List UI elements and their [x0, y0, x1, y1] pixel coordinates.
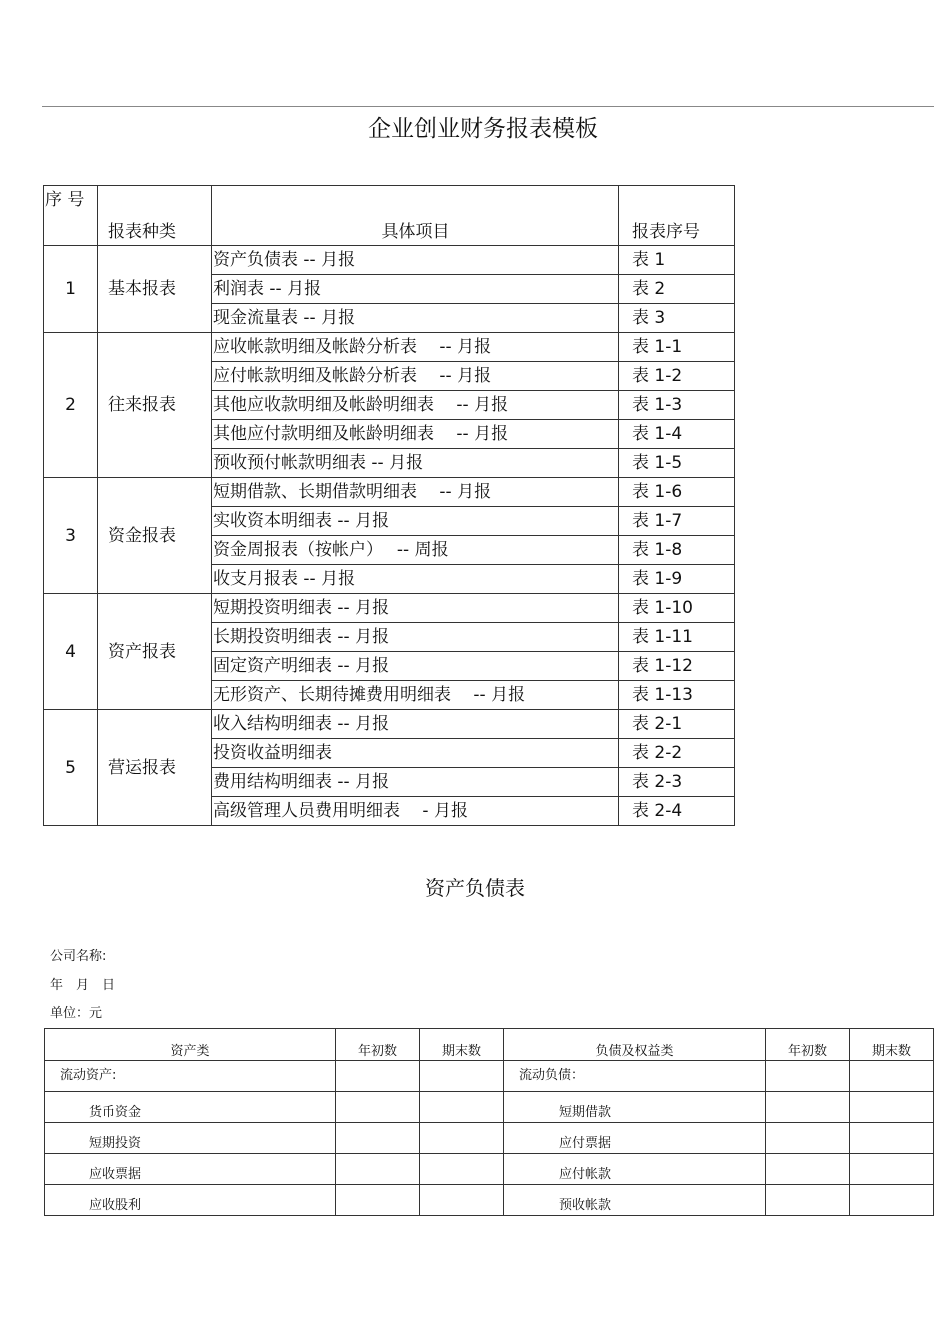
report-item: 收支月报表 -- 月报: [212, 565, 619, 594]
group-seq: 5: [44, 710, 98, 826]
report-item: 其他应付款明细及帐龄明细表 -- 月报: [212, 420, 619, 449]
report-code: 表 2-1: [619, 710, 735, 739]
group-report-type: 资产报表: [98, 594, 212, 710]
report-code: 表 3: [619, 304, 735, 333]
report-code: 表 1-8: [619, 536, 735, 565]
report-code: 表 1: [619, 246, 735, 275]
asset-closing-cell: [420, 1092, 504, 1123]
report-code: 表 1-9: [619, 565, 735, 594]
group-seq: 3: [44, 478, 98, 594]
report-item: 短期投资明细表 -- 月报: [212, 594, 619, 623]
asset-closing-cell: [420, 1185, 504, 1216]
catalog-row: [44, 594, 735, 623]
asset-item: 应收票据: [45, 1154, 336, 1185]
asset-opening-cell: [336, 1061, 420, 1092]
top-rule: [42, 106, 934, 107]
report-item: 资产负债表 -- 月报: [212, 246, 619, 275]
asset-opening-cell: [336, 1185, 420, 1216]
balance-sheet-table: [44, 1028, 934, 1216]
asset-closing-cell: [420, 1123, 504, 1154]
liability-opening-cell: [766, 1185, 850, 1216]
balance-sheet-row: [45, 1154, 934, 1185]
report-code: 表 1-1: [619, 333, 735, 362]
report-code: 表 2: [619, 275, 735, 304]
report-item: 投资收益明细表: [212, 739, 619, 768]
report-item: 现金流量表 -- 月报: [212, 304, 619, 333]
liability-item: 应付票据: [504, 1123, 766, 1154]
date-label: 年 月 日: [50, 978, 116, 993]
report-code: 表 1-5: [619, 449, 735, 478]
header-item: 具体项目: [212, 186, 619, 246]
liability-closing-cell: [850, 1185, 934, 1216]
liability-opening-cell: [766, 1092, 850, 1123]
catalog-header-row: [44, 186, 735, 246]
catalog-row: [44, 333, 735, 362]
report-code: 表 2-4: [619, 797, 735, 826]
report-item: 利润表 -- 月报: [212, 275, 619, 304]
report-item: 预收预付帐款明细表 -- 月报: [212, 449, 619, 478]
header-closing-balance: 期末数: [420, 1029, 504, 1061]
report-item: 无形资产、长期待摊费用明细表 -- 月报: [212, 681, 619, 710]
company-name-label: 公司名称:: [50, 949, 107, 964]
liability-opening-cell: [766, 1123, 850, 1154]
asset-item: 短期投资: [45, 1123, 336, 1154]
group-report-type: 往来报表: [98, 333, 212, 478]
liability-closing-cell: [850, 1061, 934, 1092]
asset-opening-cell: [336, 1092, 420, 1123]
report-item: 高级管理人员费用明细表 - 月报: [212, 797, 619, 826]
report-item: 长期投资明细表 -- 月报: [212, 623, 619, 652]
asset-item: 应收股利: [45, 1185, 336, 1216]
balance-sheet-header-row: [45, 1029, 934, 1061]
group-report-type: 基本报表: [98, 246, 212, 333]
report-item: 短期借款、长期借款明细表 -- 月报: [212, 478, 619, 507]
report-item: 资金周报表（按帐户） -- 周报: [212, 536, 619, 565]
header-closing-balance: 期末数: [850, 1029, 934, 1061]
group-seq: 1: [44, 246, 98, 333]
report-item: 应收帐款明细及帐龄分析表 -- 月报: [212, 333, 619, 362]
balance-sheet-row: [45, 1185, 934, 1216]
report-code: 表 1-10: [619, 594, 735, 623]
balance-sheet-row: [45, 1092, 934, 1123]
catalog-row: [44, 710, 735, 739]
liability-item: 预收帐款: [504, 1185, 766, 1216]
liability-item: 应付帐款: [504, 1154, 766, 1185]
page-title: 企业创业财务报表模板: [368, 116, 598, 142]
group-report-type: 营运报表: [98, 710, 212, 826]
report-code: 表 1-7: [619, 507, 735, 536]
liability-item: 流动负债：: [504, 1061, 766, 1092]
header-report-type: 报表种类: [98, 186, 212, 246]
catalog-row: [44, 478, 735, 507]
header-opening-balance: 年初数: [766, 1029, 850, 1061]
header-seq: 序 号: [44, 186, 98, 246]
report-code: 表 2-3: [619, 768, 735, 797]
group-seq: 2: [44, 333, 98, 478]
liability-closing-cell: [850, 1092, 934, 1123]
report-catalog-table: [43, 185, 735, 826]
balance-sheet-row: [45, 1061, 934, 1092]
header-assets: 资产类: [45, 1029, 336, 1061]
report-code: 表 1-2: [619, 362, 735, 391]
report-item: 收入结构明细表 -- 月报: [212, 710, 619, 739]
report-code: 表 1-11: [619, 623, 735, 652]
report-code: 表 1-6: [619, 478, 735, 507]
catalog-row: [44, 246, 735, 275]
balance-sheet-title: 资产负债表: [425, 876, 525, 900]
report-item: 实收资本明细表 -- 月报: [212, 507, 619, 536]
asset-closing-cell: [420, 1061, 504, 1092]
header-liabilities-equity: 负债及权益类: [504, 1029, 766, 1061]
report-code: 表 2-2: [619, 739, 735, 768]
liability-closing-cell: [850, 1123, 934, 1154]
group-report-type: 资金报表: [98, 478, 212, 594]
report-code: 表 1-4: [619, 420, 735, 449]
report-code: 表 1-13: [619, 681, 735, 710]
group-seq: 4: [44, 594, 98, 710]
liability-closing-cell: [850, 1154, 934, 1185]
report-item: 其他应收款明细及帐龄明细表 -- 月报: [212, 391, 619, 420]
asset-closing-cell: [420, 1154, 504, 1185]
report-item: 费用结构明细表 -- 月报: [212, 768, 619, 797]
asset-opening-cell: [336, 1123, 420, 1154]
liability-item: 短期借款: [504, 1092, 766, 1123]
asset-opening-cell: [336, 1154, 420, 1185]
liability-opening-cell: [766, 1154, 850, 1185]
report-code: 表 1-12: [619, 652, 735, 681]
report-item: 应付帐款明细及帐龄分析表 -- 月报: [212, 362, 619, 391]
unit-label: 单位：元: [50, 1006, 103, 1021]
asset-item: 流动资产:: [45, 1061, 336, 1092]
header-report-code: 报表序号: [619, 186, 735, 246]
header-opening-balance: 年初数: [336, 1029, 420, 1061]
report-item: 固定资产明细表 -- 月报: [212, 652, 619, 681]
report-code: 表 1-3: [619, 391, 735, 420]
liability-opening-cell: [766, 1061, 850, 1092]
balance-sheet-row: [45, 1123, 934, 1154]
asset-item: 货币资金: [45, 1092, 336, 1123]
